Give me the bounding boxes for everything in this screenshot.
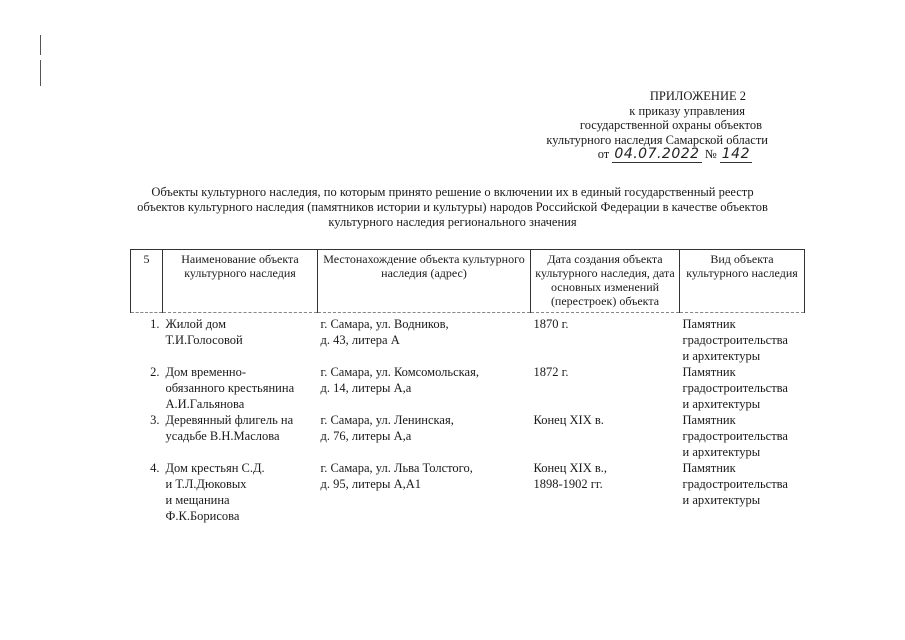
address-line: г. Самара, ул. Комсомольская, bbox=[320, 365, 479, 379]
date-line: 1898-1902 гг. bbox=[533, 477, 603, 491]
heritage-objects-table bbox=[130, 249, 805, 524]
date-line: Конец XIX в., bbox=[533, 461, 608, 475]
address-line: г. Самара, ул. Льва Толстого, bbox=[320, 461, 473, 475]
table-row bbox=[131, 460, 805, 524]
object-address bbox=[318, 460, 531, 524]
heading-line-1: Объекты культурного наследия, по которым принято решение о включении их в единый государственный реестр bbox=[151, 185, 754, 199]
appendix-date-line bbox=[520, 147, 752, 162]
table-header-row bbox=[131, 250, 805, 313]
appendix-line-2: государственной охраны объектов bbox=[579, 118, 762, 132]
appendix-line-3: культурного наследия Самарской области bbox=[546, 132, 768, 147]
object-type bbox=[680, 412, 805, 460]
address-line: д. 76, литеры А,а bbox=[320, 429, 412, 443]
header-col-number: 5 bbox=[131, 250, 163, 313]
margin-scan-mark-top bbox=[40, 35, 41, 55]
object-address bbox=[318, 313, 531, 365]
type-line: градостроительства bbox=[682, 381, 788, 395]
type-line: градостроительства bbox=[682, 333, 788, 347]
row-number: 4. bbox=[150, 461, 160, 475]
address-line: г. Самара, ул. Водников, bbox=[320, 317, 449, 331]
type-line: и архитектуры bbox=[682, 349, 761, 363]
date-line: Конец XIX в. bbox=[533, 413, 604, 427]
address-line: д. 43, литера А bbox=[320, 333, 400, 347]
object-type bbox=[680, 460, 805, 524]
name-line: А.И.Гальянова bbox=[165, 397, 245, 411]
heading-line-3: культурного наследия регионального значения bbox=[328, 215, 577, 229]
object-date bbox=[531, 313, 680, 365]
row-number: 1. bbox=[150, 317, 160, 331]
appendix-line-1: к приказу управления bbox=[629, 103, 745, 118]
name-line: Т.И.Голосовой bbox=[165, 333, 243, 347]
object-name bbox=[163, 313, 318, 365]
heading-line-2: объектов культурного наследия (памятников истории и культуры) народов Российской Федерации в качестве объектов bbox=[137, 200, 768, 214]
header-col-name: Наименование объекта культурного наследия bbox=[163, 250, 318, 313]
object-date bbox=[531, 364, 680, 412]
appendix-title: ПРИЛОЖЕНИЕ 2 bbox=[649, 89, 746, 103]
row-number: 2. bbox=[150, 365, 160, 379]
name-line: Жилой дом bbox=[165, 317, 226, 331]
object-name bbox=[163, 364, 318, 412]
type-line: Памятник bbox=[682, 413, 736, 427]
name-line: Ф.К.Борисова bbox=[165, 509, 240, 523]
address-line: д. 14, литеры А,а bbox=[320, 381, 412, 395]
type-line: и архитектуры bbox=[682, 493, 761, 507]
object-date bbox=[531, 412, 680, 460]
object-address bbox=[318, 364, 531, 412]
header-col-date: Дата создания объекта культурного наследия, дата основных изменений (перестроек) объекта bbox=[531, 250, 680, 313]
date-line: 1870 г. bbox=[533, 317, 569, 331]
name-line: усадьбе В.Н.Маслова bbox=[165, 429, 280, 443]
number-label: № bbox=[704, 147, 717, 161]
document-heading bbox=[100, 185, 805, 230]
name-line: Деревянный флигель на bbox=[165, 413, 294, 427]
name-line: и мещанина bbox=[165, 493, 230, 507]
handwritten-number: 142 bbox=[721, 146, 750, 162]
margin-scan-mark-bottom bbox=[40, 60, 41, 86]
appendix-header bbox=[520, 89, 768, 162]
name-line: обязанного крестьянина bbox=[165, 381, 295, 395]
type-line: Памятник bbox=[682, 365, 736, 379]
object-name bbox=[163, 412, 318, 460]
type-line: градостроительства bbox=[682, 477, 788, 491]
object-name bbox=[163, 460, 318, 524]
object-type bbox=[680, 313, 805, 365]
header-col-address: Местонахождение объекта культурного наследия (адрес) bbox=[318, 250, 531, 313]
object-type bbox=[680, 364, 805, 412]
handwritten-date: 04.07.2022 bbox=[614, 146, 700, 162]
address-line: д. 95, литеры А,А1 bbox=[320, 477, 422, 491]
type-line: и архитектуры bbox=[682, 397, 761, 411]
type-line: градостроительства bbox=[682, 429, 788, 443]
type-line: и архитектуры bbox=[682, 445, 761, 459]
table-row bbox=[131, 412, 805, 460]
name-line: и Т.Л.Дюковых bbox=[165, 477, 247, 491]
object-date bbox=[531, 460, 680, 524]
header-col-type: Вид объекта культурного наследия bbox=[680, 250, 805, 313]
from-label: от bbox=[597, 147, 610, 161]
address-line: г. Самара, ул. Ленинская, bbox=[320, 413, 454, 427]
table-row bbox=[131, 364, 805, 412]
table-row bbox=[131, 313, 805, 365]
type-line: Памятник bbox=[682, 461, 736, 475]
name-line: Дом крестьян С.Д. bbox=[165, 461, 265, 475]
type-line: Памятник bbox=[682, 317, 736, 331]
name-line: Дом временно- bbox=[165, 365, 247, 379]
date-line: 1872 г. bbox=[533, 365, 569, 379]
object-address bbox=[318, 412, 531, 460]
row-number: 3. bbox=[150, 413, 160, 427]
